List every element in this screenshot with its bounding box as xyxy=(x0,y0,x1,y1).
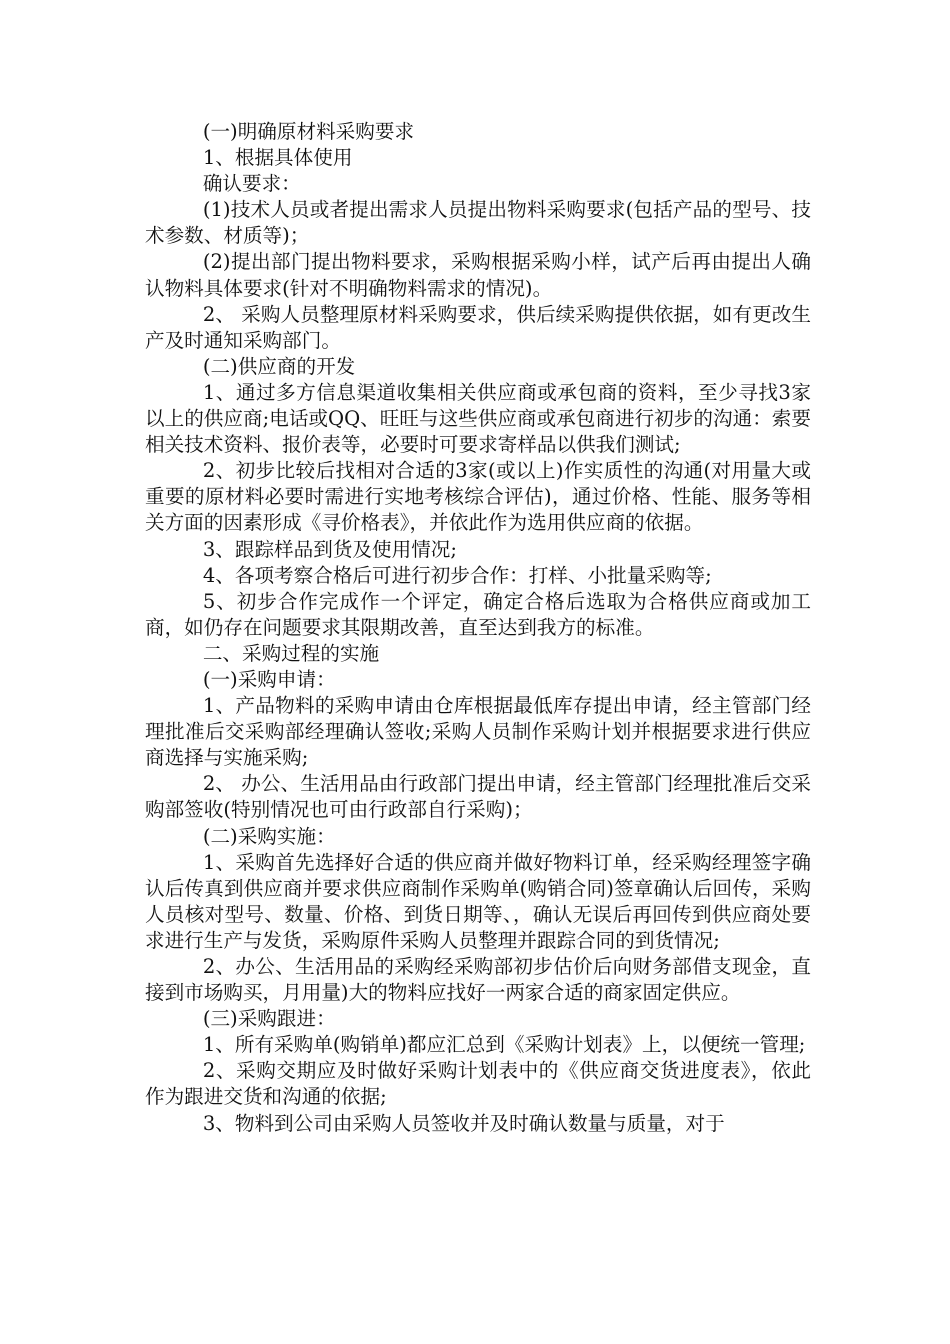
section-heading: (二)供应商的开发 xyxy=(202,354,356,378)
document-body xyxy=(145,119,811,1137)
paragraph: 5、初步合作完成作一个评定，确定合格后选取为合格供应商或加工商，如仍存在问题要求其限期改善，直至达到我方的标准。 xyxy=(145,589,811,639)
paragraph: 2、 办公、生活用品由行政部门提出申请，经主管部门经理批准后交采购部签收(特别情况也可由行政部自行采购)； xyxy=(145,772,811,822)
paragraph: 确认要求： xyxy=(202,172,301,196)
paragraph: 3、物料到公司由采购人员签收并及时确认数量与质量，对于 xyxy=(202,1111,725,1135)
paragraph: 1、所有采购单(购销单)都应汇总到《采购计划表》上，以便统一管理; xyxy=(202,1033,806,1057)
section-heading: (二)采购实施： xyxy=(202,824,336,848)
paragraph: 2、 采购人员整理原材料采购要求，供后续采购提供依据，如有更改生产及时通知采购部门。 xyxy=(145,302,811,352)
paragraph: 2、初步比较后找相对合适的3家(或以上)作实质性的沟通(对用量大或重要的原材料必要时需进行实地考核综合评估)，通过价格、性能、服务等相关方面的因素形成《寻价格表》，并依此作为选用供应商的依据。 xyxy=(145,459,811,535)
paragraph: 3、跟踪样品到货及使用情况; xyxy=(202,537,458,561)
paragraph: 2、采购交期应及时做好采购计划表中的《供应商交货进度表》，依此作为跟进交货和沟通的依据; xyxy=(145,1059,811,1109)
section-heading: 二、采购过程的实施 xyxy=(202,641,380,665)
paragraph: (1)技术人员或者提出需求人员提出物料采购要求(包括产品的型号、技术参数、材质等)； xyxy=(145,198,811,248)
paragraph: 4、各项考察合格后可进行初步合作：打样、小批量采购等; xyxy=(202,563,712,587)
paragraph: 1、采购首先选择好合适的供应商并做好物料订单，经采购经理签字确认后传真到供应商并要求供应商制作采购单(购销合同)签章确认后回传，采购人员核对型号、数量、价格、到货日期等、，确认无误后再回传到供应商处要求进行生产与发货，采购原件采购人员整理并跟踪合同的到货情况; xyxy=(145,850,811,952)
section-heading: (三)采购跟进： xyxy=(202,1007,336,1031)
section-heading: (一)明确原材料采购要求 xyxy=(202,120,415,143)
paragraph: 1、根据具体使用 xyxy=(202,146,353,170)
paragraph: 1、通过多方信息渠道收集相关供应商或承包商的资料，至少寻找3家以上的供应商;电话或QQ、旺旺与这些供应商或承包商进行初步的沟通：索要相关技术资料、报价表等，必要时可要求寄样品以供我们测试; xyxy=(145,380,811,457)
paragraph: (2)提出部门提出物料要求，采购根据采购小样，试产后再由提出人确认物料具体要求(针对不明确物料需求的情况)。 xyxy=(145,250,811,300)
section-heading: (一)采购申请： xyxy=(202,667,336,691)
paragraph: 2、办公、生活用品的采购经采购部初步估价后向财务部借支现金，直接到市场购买，月用量)大的物料应找好一两家合适的商家固定供应。 xyxy=(145,955,811,1005)
paragraph: 1、产品物料的采购申请由仓库根据最低库存提出申请，经主管部门经理批准后交采购部经理确认签收;采购人员制作采购计划并根据要求进行供应商选择与实施采购; xyxy=(145,694,811,770)
